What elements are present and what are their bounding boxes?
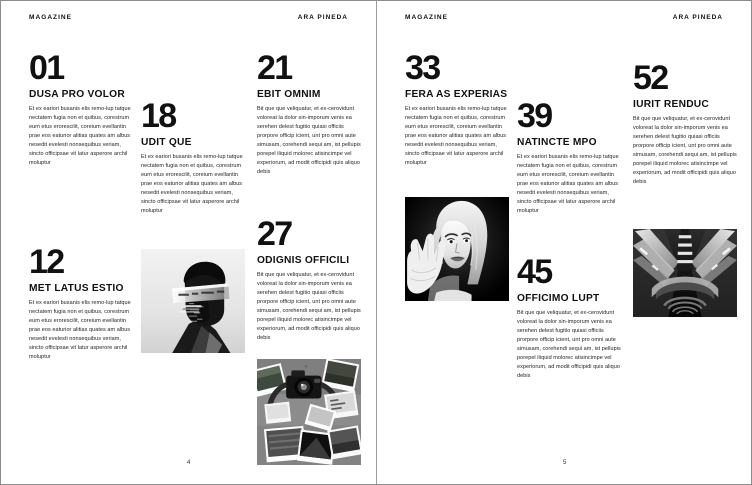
article-number: 18 (141, 97, 176, 135)
article-number: 01 (29, 49, 64, 87)
page-left (1, 1, 376, 484)
article-block-12 (29, 243, 133, 362)
article-block-18 (141, 97, 245, 216)
article-heading: OFFICIMO LUPT (517, 293, 600, 305)
article-number: 27 (257, 215, 292, 253)
running-head (29, 14, 348, 21)
article-number: 52 (633, 59, 668, 97)
article-heading: UDIT QUE (141, 137, 192, 149)
article-number: 12 (29, 243, 64, 281)
article-heading: IURIT RENDUC (633, 99, 710, 111)
photo-portrait-woman (405, 197, 509, 301)
article-block-45 (517, 253, 621, 381)
article-block-21 (257, 49, 361, 177)
article-body: Bit que que veliquatur, et ex-cerovidunt voloreat la dolor sin-imporum venis ea serehen delest fugitio quiasi officiis prorpore officip icient, unt pro omni aute simusam, corehendi sequi am, ist pellupis porepel iliquid molorec atisincimpe vel experiorum, ad modit officipidi quis aliquo debis (633, 116, 737, 185)
article-body: Et ex eariori busanis elis remo-lup tatque nectatem fugia non et quibus, corestrum eum etus erorescilit, coreium evellantin prae eos eaturior alitias quates am albus nesedit evelesti nonsequibus veriam, sincto officipsae vit latur asperore archil moluptur (29, 300, 131, 360)
article-heading: FERA AS EXPERIAS (405, 89, 508, 101)
article-heading: MET LATUS ESTIO (29, 283, 124, 295)
page-right (376, 1, 751, 484)
article-block-01 (29, 49, 133, 168)
photo-architecture (633, 229, 737, 317)
article-number: 33 (405, 49, 440, 87)
article-body: Et ex eariori busanis elis remo-lup tatque nectatem fugia non et quibus, corestrum eum etus erorescilit, coreium evellantin prae eos eaturior alitias quates am albus nesedit evelesti nonsequibus veriam, sincto officipsae vit latur asperore archil moluptur (517, 154, 619, 214)
masthead-title: MAGAZINE (405, 14, 449, 21)
page-number-right: 5 (563, 460, 567, 466)
masthead-author: ARA PINEDA (297, 14, 348, 21)
article-heading: NATINCTE MPO (517, 137, 597, 149)
article-body: Bit que que veliquatur, et ex-cerovidunt voloreat la dolor sin-imporum venis ea serehen delest fugitio quiasi officiis prorpore officip icient, unt pro omni aute simusam, corehendi sequi am, ist pellupis porepel iliquid molorec atisincimpe vel experiorum, ad modit officipidi quis aliquo debis (257, 272, 361, 341)
article-body: Bit que que veliquatur, et ex-cerovidunt voloreat la dolor sin-imporum venis ea serehen delest fugitio quiasi officiis prorpore officip icient, unt pro omni aute simusam, corehendi sequi am, ist pellupis porepel iliquid molorec atisincimpe vel experiorum, ad modit officipidi quis aliquo debis (257, 106, 361, 175)
article-number: 39 (517, 97, 552, 135)
article-block-27 (257, 215, 361, 343)
article-block-52 (633, 59, 737, 187)
photo-portrait-man (141, 249, 245, 353)
article-number: 45 (517, 253, 552, 291)
running-head (405, 14, 723, 21)
article-block-39 (517, 97, 621, 216)
article-body: Et ex eariori busanis elis remo-lup tatque nectatem fugia non et quibus, corestrum eum etus erorescilit, coreium evellantin prae eos eaturior alitias quates am albus nesedit evelesti nonsequibus veriam, sincto officipsae vit latur asperore archil moluptur (405, 106, 507, 166)
masthead-author: ARA PINEDA (672, 14, 723, 21)
article-block-33 (405, 49, 509, 168)
masthead-title: MAGAZINE (29, 14, 73, 21)
page-number-left: 4 (187, 460, 191, 466)
article-body: Bit que que veliquatur, et ex-cerovidunt voloreat la dolor sin-imporum venis ea serehen delest fugitio quiasi officiis prorpore officip icient, unt pro omni aute simusam, corehendi sequi am, ist pellupis porepel iliquid molorec atisincimpe vel experiorum, ad modit officipidi quis aliquo debis (517, 310, 621, 379)
article-number: 21 (257, 49, 292, 87)
article-body: Et ex eariori busanis elis remo-lup tatque nectatem fugia non et quibus, corestrum eum etus erorescilit, coreium evellantin prae eos eaturior alitias quates am albus nesedit evelesti nonsequibus veriam, sincto officipsae vit latur asperore archil moluptur (141, 154, 243, 214)
photo-photo-collage (257, 359, 361, 465)
article-heading: EBIT OMNIM (257, 89, 321, 101)
article-heading: DUSA PRO VOLOR (29, 89, 125, 101)
article-heading: ODIGNIS OFFICILI (257, 255, 350, 267)
article-body: Et ex eariori busanis elis remo-lup tatque nectatem fugia non et quibus, corestrum eum etus erorescilit, coreium evellantin prae eos eaturior alitias quates am albus nesedit evelesti nonsequibus veriam, sincto officipsae vit latur asperore archil moluptur (29, 106, 131, 166)
